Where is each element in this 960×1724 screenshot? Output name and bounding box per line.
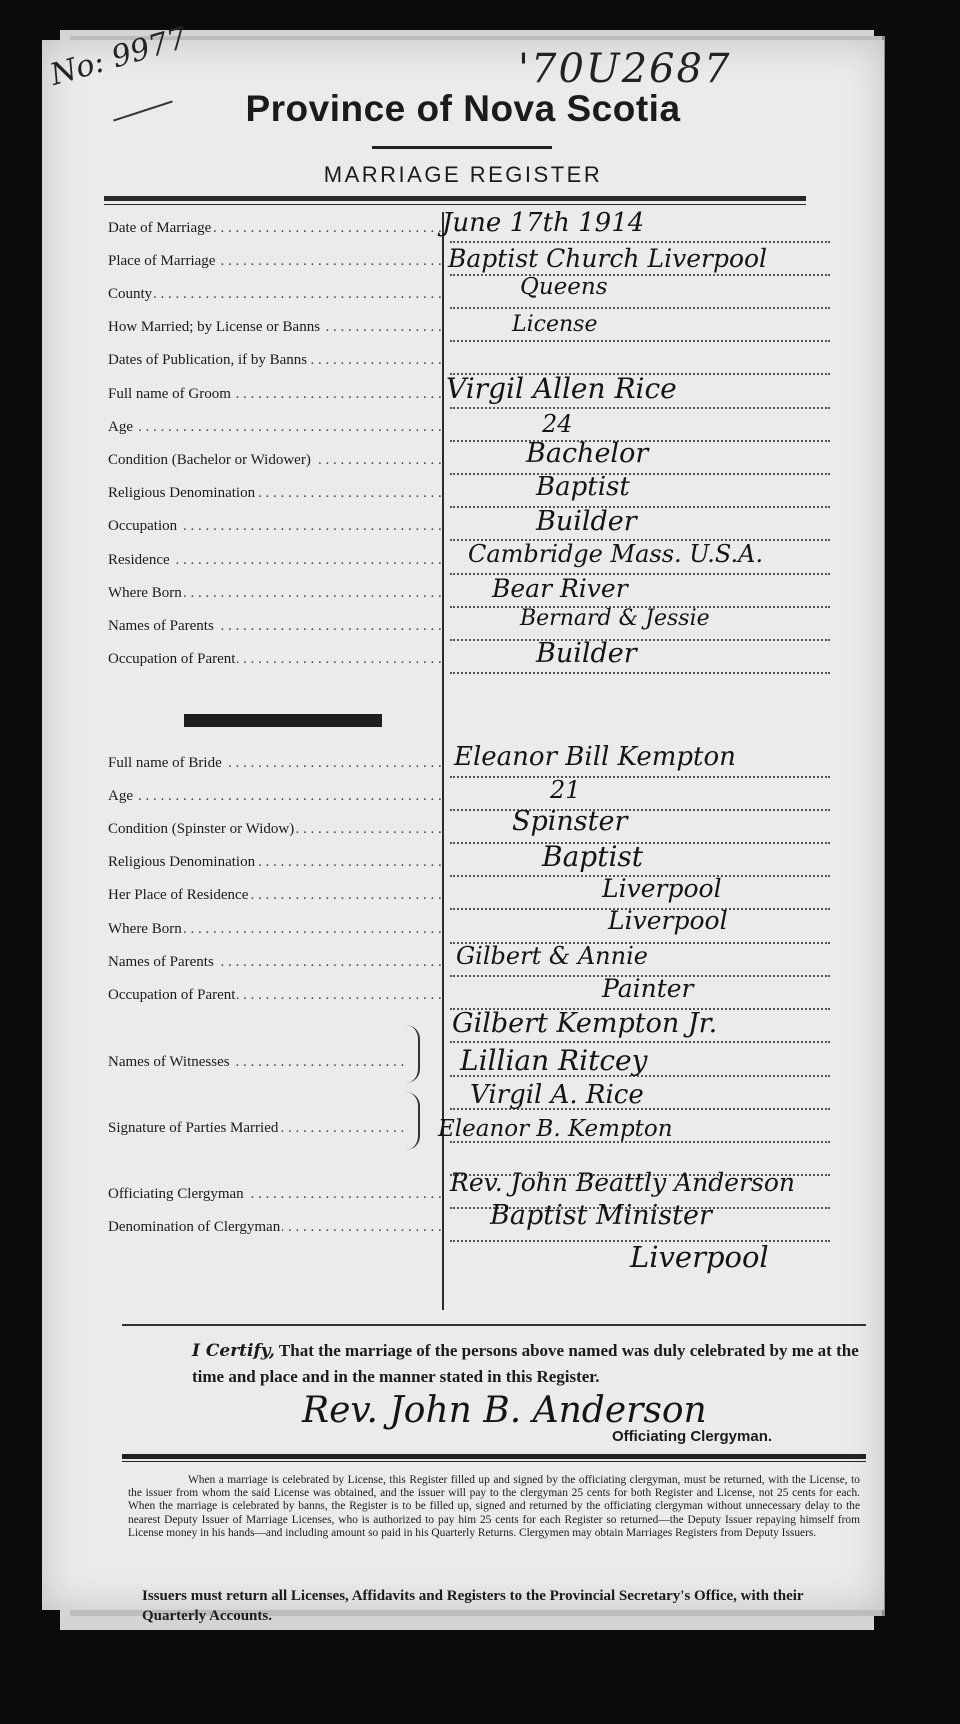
value-how-married: License	[512, 312, 598, 337]
value-groom-parent-occupation: Builder	[536, 638, 637, 669]
value-clergyman-location: Liverpool	[630, 1240, 769, 1274]
registration-number-annotation: '70U2687	[518, 46, 732, 92]
value-bride-parents: Gilbert & Annie	[456, 942, 648, 970]
label-groom-parent-occupation: Occupation of Parent . . .	[108, 651, 442, 668]
value-witness-2: Lillian Ritcey	[460, 1044, 648, 1077]
value-groom-age: 24	[542, 410, 573, 438]
footer-rule	[122, 1454, 866, 1459]
footer-rule-thin	[122, 1461, 866, 1462]
value-bride-religion: Baptist	[542, 840, 644, 873]
value-bride-birthplace: Liverpool	[608, 906, 728, 935]
label-bride-religion: Religious Denomination . . .	[108, 854, 442, 871]
value-signature-groom: Virgil A. Rice	[470, 1080, 644, 1110]
label-bride-name: Full name of Bride . . .	[108, 755, 442, 772]
value-date-of-marriage: June 17th 1914	[442, 208, 645, 238]
clergyman-signature: Rev. John B. Anderson	[302, 1390, 707, 1431]
value-witness-1: Gilbert Kempton Jr.	[452, 1008, 718, 1039]
header-rule-thin	[104, 204, 806, 205]
certification-statement	[192, 1338, 872, 1390]
value-place-of-marriage: Baptist Church Liverpool	[448, 244, 768, 273]
signature-brace	[404, 1092, 420, 1150]
value-groom-condition: Bachelor	[526, 438, 649, 469]
document-number-annotation: No: 9977	[46, 20, 191, 93]
header-rule	[104, 196, 806, 201]
page-title: Province of Nova Scotia	[245, 88, 681, 129]
label-groom-name: Full name of Groom . . .	[108, 386, 442, 403]
label-clergyman-denomination: Denomination of Clergyman . . .	[108, 1219, 442, 1236]
value-groom-residence: Cambridge Mass. U.S.A.	[468, 540, 764, 568]
label-bride-birthplace: Where Born . . .	[108, 921, 442, 938]
value-bride-name: Eleanor Bill Kempton	[454, 742, 736, 772]
witness-brace	[404, 1025, 420, 1083]
value-county: Queens	[520, 274, 608, 300]
title-divider	[372, 146, 552, 149]
value-groom-name: Virgil Allen Rice	[446, 372, 677, 405]
value-officiating-clergyman: Rev. John Beattly Anderson	[450, 1168, 796, 1197]
section-divider-bar	[184, 714, 382, 727]
label-officiating-clergyman: Officiating Clergyman . . .	[108, 1186, 442, 1203]
page-subtitle: MARRIAGE REGISTER	[323, 162, 603, 187]
label-bride-age: Age . . .	[108, 788, 442, 805]
label-signature-parties: Signature of Parties Married . . .	[108, 1120, 404, 1137]
certification-divider	[122, 1324, 866, 1326]
column-divider	[442, 212, 444, 1310]
value-bride-condition: Spinster	[512, 806, 628, 837]
label-groom-parents: Names of Parents . . .	[108, 618, 442, 635]
value-bride-parent-occupation: Painter	[602, 974, 694, 1003]
label-groom-condition: Condition (Bachelor or Widower) . . .	[108, 452, 442, 469]
value-groom-parents: Bernard & Jessie	[520, 606, 710, 631]
label-bride-condition: Condition (Spinster or Widow) . . .	[108, 821, 442, 838]
label-groom-religion: Religious Denomination . . .	[108, 485, 442, 502]
label-how-married: How Married; by License or Banns . . .	[108, 319, 442, 336]
certify-text: That the marriage of the persons above named was duly celebrated by me at the time and place and in the manner stated in this Register.	[192, 1341, 859, 1386]
value-groom-birthplace: Bear River	[492, 574, 628, 603]
signature-caption: Officiating Clergyman.	[612, 1428, 773, 1445]
label-county: County . . .	[108, 286, 442, 303]
certify-lead: I Certify,	[192, 1341, 275, 1361]
value-groom-religion: Baptist	[536, 472, 630, 502]
label-groom-occupation: Occupation . . .	[108, 518, 442, 535]
label-groom-age: Age . . .	[108, 419, 442, 436]
label-bride-residence: Her Place of Residence . . .	[108, 887, 442, 904]
label-place-of-marriage: Place of Marriage . . .	[108, 253, 442, 270]
value-signature-bride: Eleanor B. Kempton	[438, 1116, 673, 1142]
marriage-register-document	[42, 20, 884, 1624]
label-witnesses: Names of Witnesses . . .	[108, 1054, 404, 1071]
value-bride-residence: Liverpool	[602, 874, 722, 903]
issuers-note: Issuers must return all Licenses, Affidavits and Registers to the Provincial Secretary's Office, with their Quarterly Accounts.	[142, 1588, 804, 1624]
value-bride-age: 21	[550, 776, 581, 804]
value-clergyman-denomination: Baptist Minister	[490, 1200, 712, 1231]
label-bride-parents: Names of Parents . . .	[108, 954, 442, 971]
label-date-of-marriage: Date of Marriage . . .	[108, 220, 442, 237]
value-groom-occupation: Builder	[536, 506, 637, 537]
label-groom-birthplace: Where Born . . .	[108, 585, 442, 602]
label-bride-parent-occupation: Occupation of Parent . . .	[108, 987, 442, 1004]
label-groom-residence: Residence . . .	[108, 552, 442, 569]
instructions-notice: When a marriage is celebrated by License, this Register filled up and signed by the officiating clergyman, must be returned, with the License, to the issuer from whom the said License was obtained, and the issuer will pay to the clergyman 25 cents for both Register and License, not 25 cents for each. When the marriage is celebrated by banns, the Register is to be filled up, signed and returned by the officiating clergyman without unnecessary delay to the nearest Deputy Issuer of Marriage Licenses, who is authorized to pay him 25 cents for each Register so returned—the Deputy Issuer repaying himself from License money in his hands—and including amount so paid in his Quarterly Returns. Clergymen may obtain Marriages Registers from Deputy Issuers.	[128, 1474, 860, 1539]
label-dates-of-publication: Dates of Publication, if by Banns . . .	[108, 352, 442, 369]
